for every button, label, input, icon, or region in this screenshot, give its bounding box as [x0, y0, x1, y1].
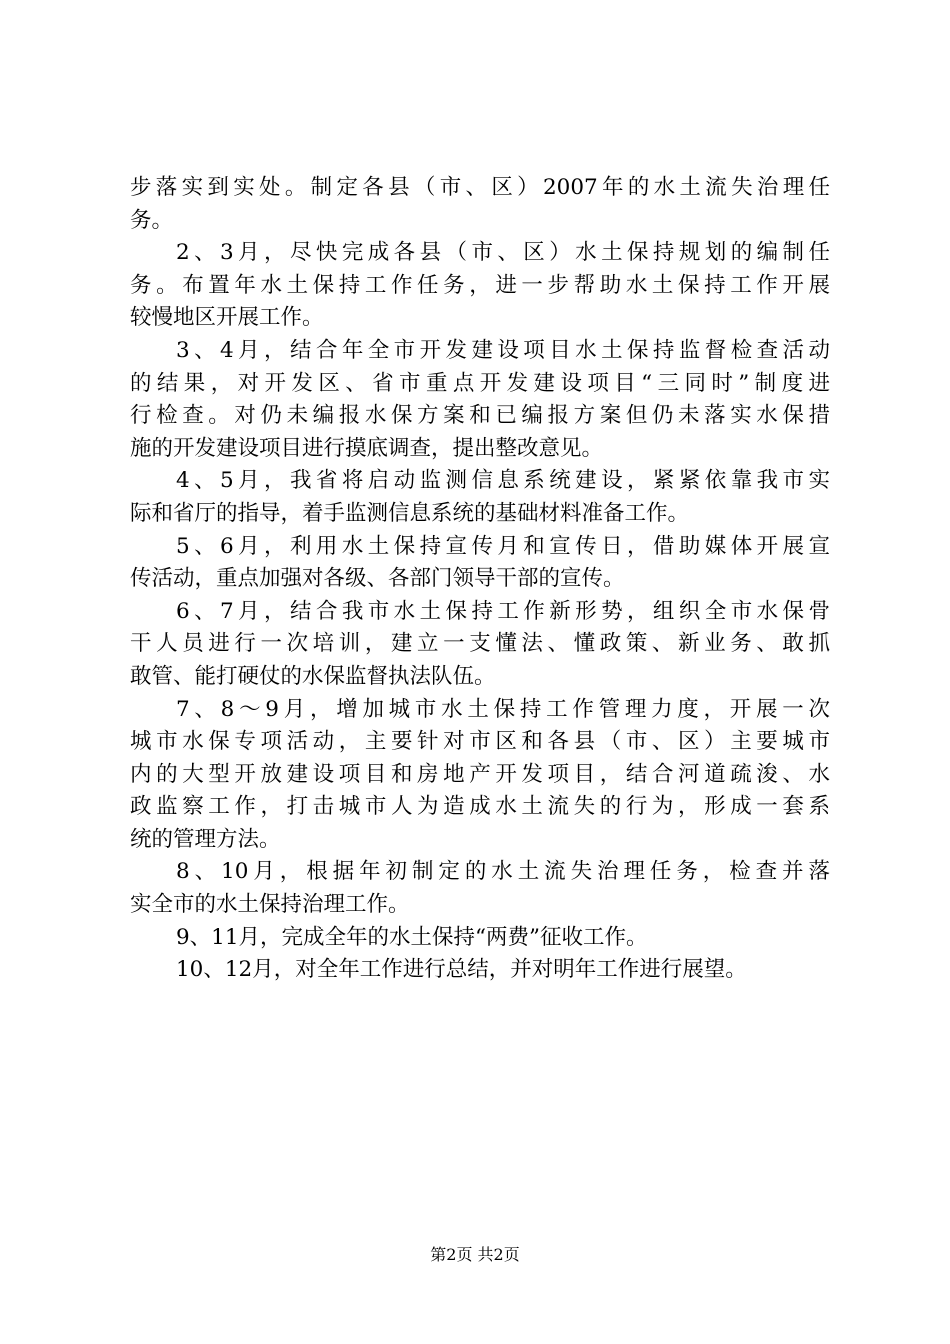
text-line: 城市水保专项活动，主要针对市区和各县（市、区）主要城市 — [130, 729, 830, 755]
text-line: 10、12月，对全年工作进行总结，并对明年工作进行展望。 — [176, 957, 747, 983]
text-line: 5、6月，利用水土保持宣传月和宣传日，借助媒体开展宣 — [176, 533, 830, 559]
text-line: 统的管理方法。 — [130, 826, 281, 852]
text-line: 6、7月，结合我市水土保持工作新形势，组织全市水保骨 — [176, 598, 830, 624]
text-line: 较慢地区开展工作。 — [130, 305, 324, 331]
text-line: 务。布置年水土保持工作任务，进一步帮助水土保持工作开展 — [130, 272, 830, 298]
text-line: 9、11月，完成全年的水土保持“两费”征收工作。 — [176, 924, 648, 950]
text-line: 政监察工作，打击城市人为造成水土流失的行为，形成一套系 — [130, 794, 830, 820]
text-line: 干人员进行一次培训，建立一支懂法、懂政策、新业务、敢抓 — [130, 631, 830, 657]
text-line: 传活动，重点加强对各级、各部门领导干部的宣传。 — [130, 566, 625, 592]
text-line: 敢管、能打硬仗的水保监督执法队伍。 — [130, 663, 496, 689]
text-line: 行检查。对仍未编报水保方案和已编报方案但仍未落实水保措 — [130, 403, 830, 429]
text-line: 际和省厅的指导，着手监测信息系统的基础材料准备工作。 — [130, 500, 690, 526]
text-line: 务。 — [130, 207, 174, 233]
page-footer: 第2页 共2页 — [430, 1245, 520, 1264]
text-line: 实全市的水土保持治理工作。 — [130, 892, 410, 918]
text-line: 2、3月，尽快完成各县（市、区）水土保持规划的编制任 — [176, 240, 830, 266]
text-line: 的结果，对开发区、省市重点开发建设项目“三同时”制度进 — [130, 370, 830, 396]
text-line: 4、5月，我省将启动监测信息系统建设，紧紧依靠我市实 — [176, 468, 830, 494]
text-line: 步落实到实处。制定各县（市、区）2007年的水土流失治理任 — [130, 175, 830, 200]
text-line: 8、10月，根据年初制定的水土流失治理任务，检查并落 — [176, 859, 830, 885]
text-line: 内的大型开放建设项目和房地产开发项目，结合河道疏浚、水 — [130, 761, 830, 787]
text-line: 3、4月，结合年全市开发建设项目水土保持监督检查活动 — [176, 337, 830, 363]
document-body — [130, 172, 830, 987]
text-line: 7、8～9月，增加城市水土保持工作管理力度，开展一次 — [176, 696, 830, 722]
text-line: 施的开发建设项目进行摸底调查，提出整改意见。 — [130, 435, 604, 461]
